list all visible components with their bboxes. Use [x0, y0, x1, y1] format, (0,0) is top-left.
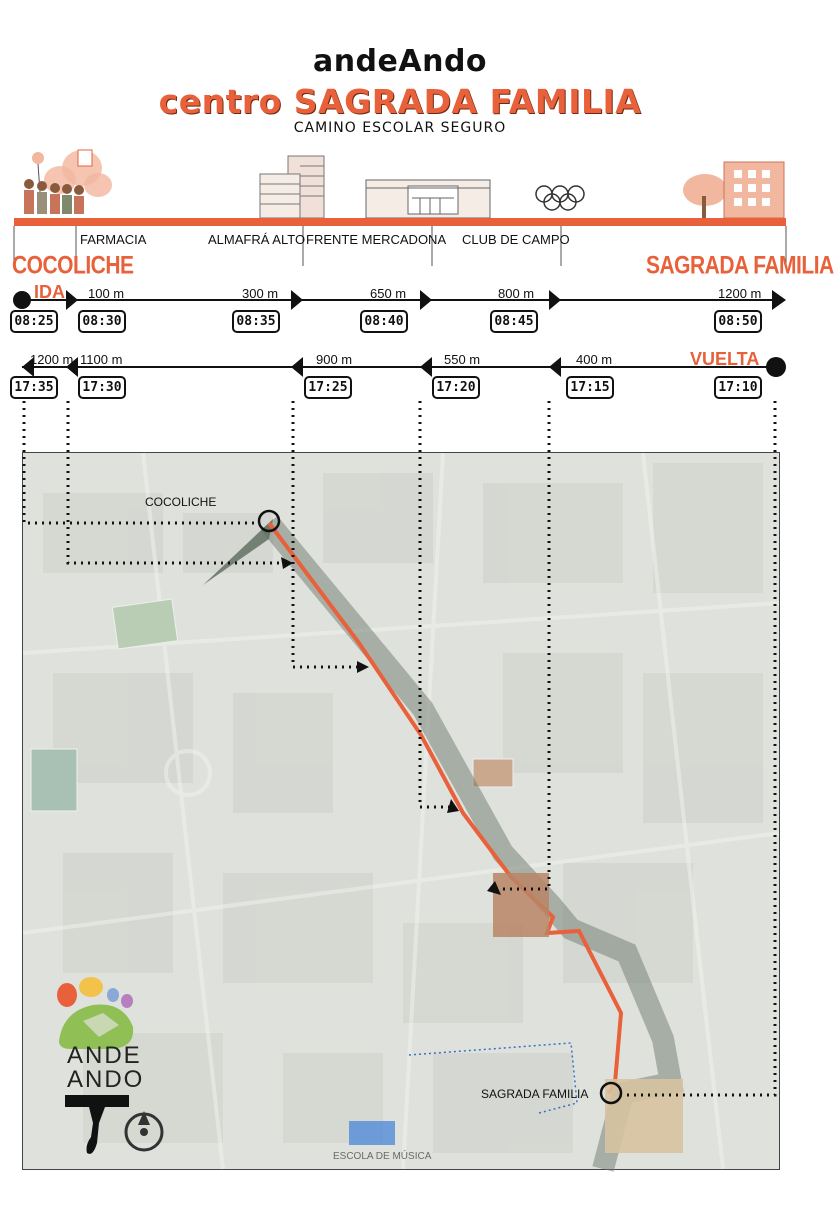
city-building-icon	[260, 156, 324, 218]
route-map[interactable]	[22, 452, 780, 1170]
map-end-label: SAGRADA FAMILIA	[481, 1087, 589, 1101]
vuelta-time: 17:35	[10, 376, 58, 399]
ida-distance: 650 m	[370, 286, 407, 301]
compass-icon[interactable]	[119, 1107, 169, 1157]
route-illustration	[0, 140, 800, 230]
stop-almafra-alto: ALMAFRÁ ALTO	[208, 232, 306, 247]
end-stop-label: SAGRADA FAMILIA	[646, 252, 834, 280]
olympic-rings-icon	[536, 186, 584, 210]
logo-line2: ANDO	[67, 1066, 145, 1093]
ida-time: 08:35	[232, 310, 280, 333]
map-start-label: COCOLICHE	[145, 495, 217, 509]
vuelta-time: 17:15	[566, 376, 614, 399]
vuelta-distance: 900 m	[316, 352, 353, 367]
vuelta-distance: 550 m	[444, 352, 481, 367]
ida-distance: 300 m	[242, 286, 279, 301]
stop-farmacia: FARMACIA	[80, 232, 147, 247]
ida-distance: 1200 m	[718, 286, 762, 301]
start-stop-label: COCOLICHE	[12, 252, 134, 280]
brand-title: andeAndo	[312, 44, 488, 79]
ida-distance: 100 m	[88, 286, 125, 301]
school-building-icon	[683, 162, 784, 218]
logo-line1: ANDE	[67, 1042, 142, 1069]
vuelta-distance: 1200 m	[30, 352, 74, 367]
ida-time: 08:45	[490, 310, 538, 333]
vuelta-label: VUELTA	[690, 349, 760, 369]
vuelta-time: 17:10	[714, 376, 762, 399]
children-group-icon	[24, 150, 112, 214]
vuelta-distance: 400 m	[576, 352, 613, 367]
vuelta-time: 17:25	[304, 376, 352, 399]
ida-time: 08:50	[714, 310, 762, 333]
ida-distance: 800 m	[498, 286, 535, 301]
ida-time: 08:30	[78, 310, 126, 333]
mercadona-building-icon	[366, 180, 490, 218]
ida-label: IDA	[34, 282, 65, 302]
school-title: centro SAGRADA FAMILIA	[158, 82, 642, 121]
stop-frente-mercadona: FRENTE MERCADONA	[306, 232, 447, 247]
subtitle: CAMINO ESCOLAR SEGURO	[293, 120, 507, 136]
vuelta-time: 17:30	[78, 376, 126, 399]
route-bar	[14, 218, 786, 226]
andeando-logo-art	[53, 971, 143, 1051]
stop-club-de-campo: CLUB DE CAMPO	[462, 232, 570, 247]
ida-time: 08:25	[10, 310, 58, 333]
ida-time: 08:40	[360, 310, 408, 333]
vuelta-distance: 1100 m	[80, 352, 123, 367]
music-school-label: ESCOLA DE MÚSICA	[333, 1151, 432, 1162]
vuelta-time: 17:20	[432, 376, 480, 399]
